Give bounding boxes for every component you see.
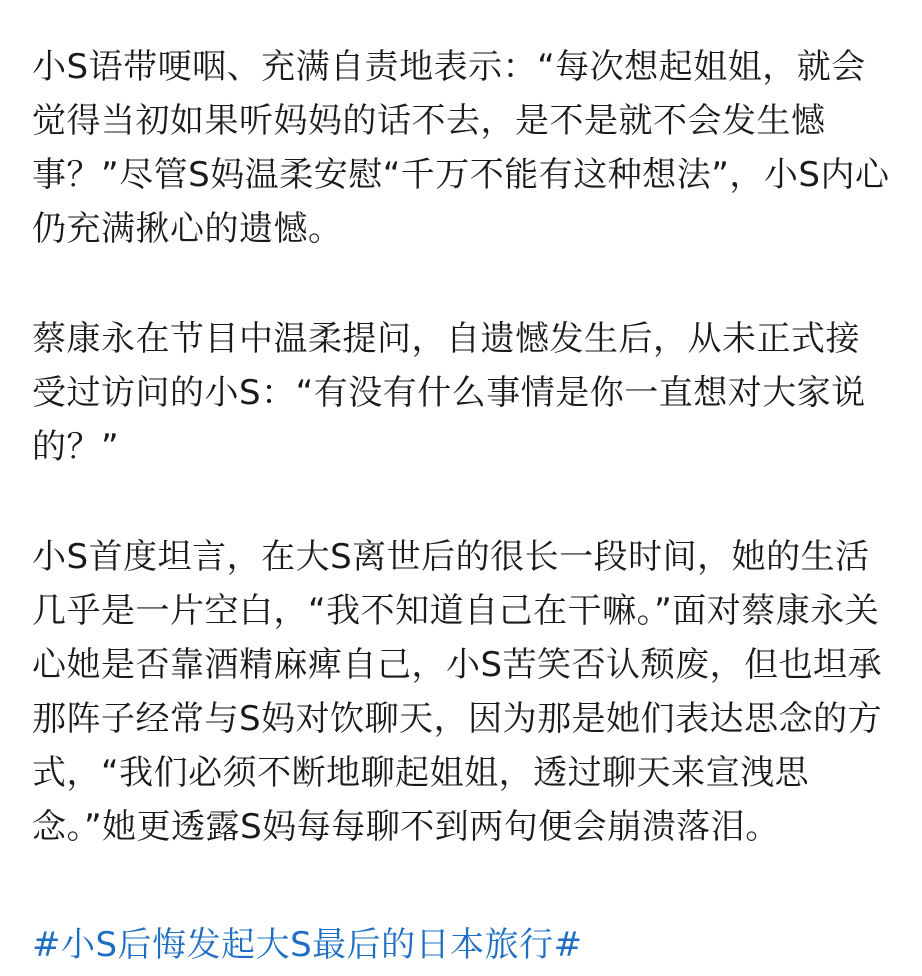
article-body bbox=[32, 40, 892, 854]
paragraph-1: 小S语带哽咽、充满自责地表示：“每次想起姐姐，就会觉得当初如果听妈妈的话不去，是不是就不会发生憾事？”尽管S妈温柔安慰“千万不能有这种想法”，小S内心仍充满揪心的遗憾。 bbox=[32, 47, 890, 249]
hashtag-link[interactable]: #小S后悔发起大S最后的日本旅行# bbox=[32, 925, 583, 965]
paragraph-2: 蔡康永在节目中温柔提问，自遗憾发生后，从未正式接受过访问的小S：“有没有什么事情是你一直想对大家说的？” bbox=[32, 319, 866, 467]
paragraph-3: 小S首度坦言，在大S离世后的很长一段时间，她的生活几乎是一片空白，“我不知道自己在干嘛。”面对蔡康永关心她是否靠酒精麻痺自己，小S苦笑否认颓废，但也坦承那阵子经常与S妈对饮聊天，因为那是她们表达思念的方式，“我们必须不断地聊起姐姐，透过聊天来宣洩思念。”她更透露S妈每每聊不到两句便会崩溃落泪。 bbox=[32, 537, 883, 847]
